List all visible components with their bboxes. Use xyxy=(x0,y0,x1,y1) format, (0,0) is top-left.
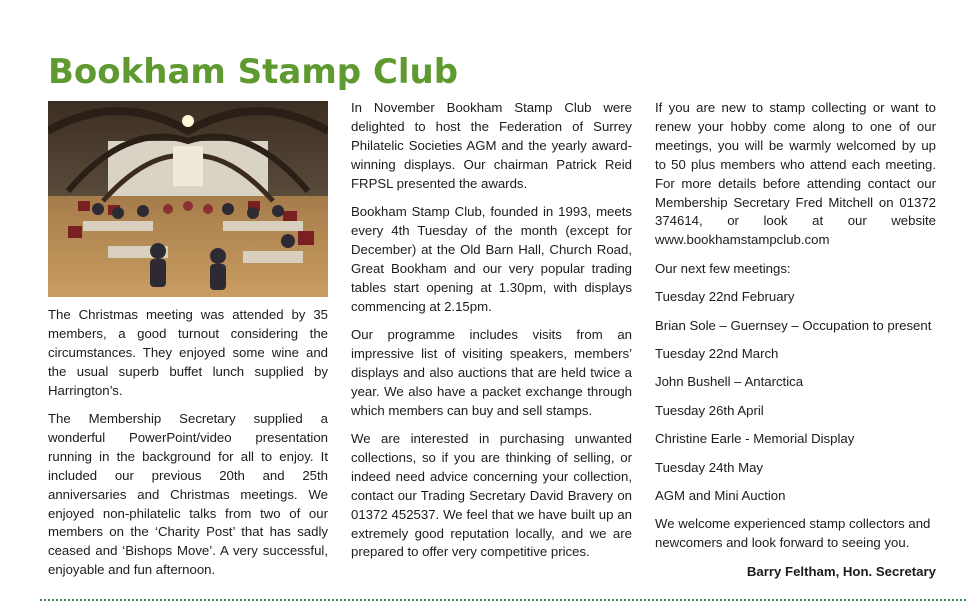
paragraph-purchasing: We are interested in purchasing unwanted collections, so if you are thinking of selling, or indeed need advice concerning your collection, contact our Trading Secretary David Bravery on 01372 452537. We feel that we have built up an extremely good reputation locally, and we are prepared to offer very competitive prices. xyxy=(351,431,632,560)
paragraph-christmas-meeting: The Christmas meeting was attended by 35 members, a good turnout considering the circumstances. They enjoyed some wine and the usual superb buffet lunch supplied by Harrington’s. xyxy=(48,307,328,398)
meeting-date-4: Tuesday 24th May xyxy=(655,459,763,475)
paragraph-club-founded: Bookham Stamp Club, founded in 1993, meets every 4th Tuesday of the month (except for December) at the Old Barn Hall, Church Road, Great Bookham and our very popular trading tables start opening at 1.30pm, with displays commencing at 2.15pm. xyxy=(351,204,632,314)
meetings-heading: Our next few meetings: xyxy=(655,260,791,276)
signoff: Barry Feltham, Hon. Secretary xyxy=(746,563,936,579)
column-2 xyxy=(351,99,632,572)
paragraph-new-collectors: If you are new to stamp collecting or want to renew your hobby come along to one of our meetings, you will be warmly welcomed by up to 50 plus members who attend each meeting. For more details before attending contact our Membership Secretary Fred Mitchell on 01372 374614, or look at our website www.bookhamstampclub.com xyxy=(655,100,936,248)
meeting-topic-4: AGM and Mini Auction xyxy=(655,488,786,503)
meeting-topic-2: John Bushell – Antarctica xyxy=(655,374,804,390)
paragraph-federation-agm: In November Bookham Stamp Club were delighted to host the Federation of Surrey Philatelic Societies AGM and the yearly award-winning displays. Our chairman Patrick Reid FRPSL presented the awards. xyxy=(351,100,632,191)
column-1 xyxy=(48,306,328,590)
meeting-date-2: Tuesday 22nd March xyxy=(655,345,779,361)
paragraph-welcome: We welcome experienced stamp collectors and newcomers and look forward to seeing you. xyxy=(655,516,931,551)
meeting-hall-illustration xyxy=(48,101,328,297)
paragraph-programme: Our programme includes visits from an impressive list of visiting speakers, members’ displays and also auctions that are held twice a year. We also have a packet exchange through which members can buy and sell stamps. xyxy=(351,326,632,418)
meeting-date-3: Tuesday 26th April xyxy=(655,402,764,418)
meeting-photo xyxy=(48,101,328,297)
meeting-topic-3: Christine Earle - Memorial Display xyxy=(655,431,855,447)
column-3 xyxy=(655,99,936,591)
meeting-date-1: Tuesday 22nd February xyxy=(655,289,795,305)
article-title: Bookham Stamp Club xyxy=(48,52,459,92)
paragraph-membership-presentation: The Membership Secretary supplied a wonderful PowerPoint/video presentation running in the background for all to enjoy. It included our previous 20th and 25th anniversaries and Christmas meetings. We enjoyed non-philatelic talks from two of our members on the ‘Charity Post’ that has sadly ceased and ‘Bishops Move’. A very successful, enjoyable and fun afternoon. xyxy=(48,411,328,578)
meeting-topic-1: Brian Sole – Guernsey – Occupation to present xyxy=(655,317,932,333)
